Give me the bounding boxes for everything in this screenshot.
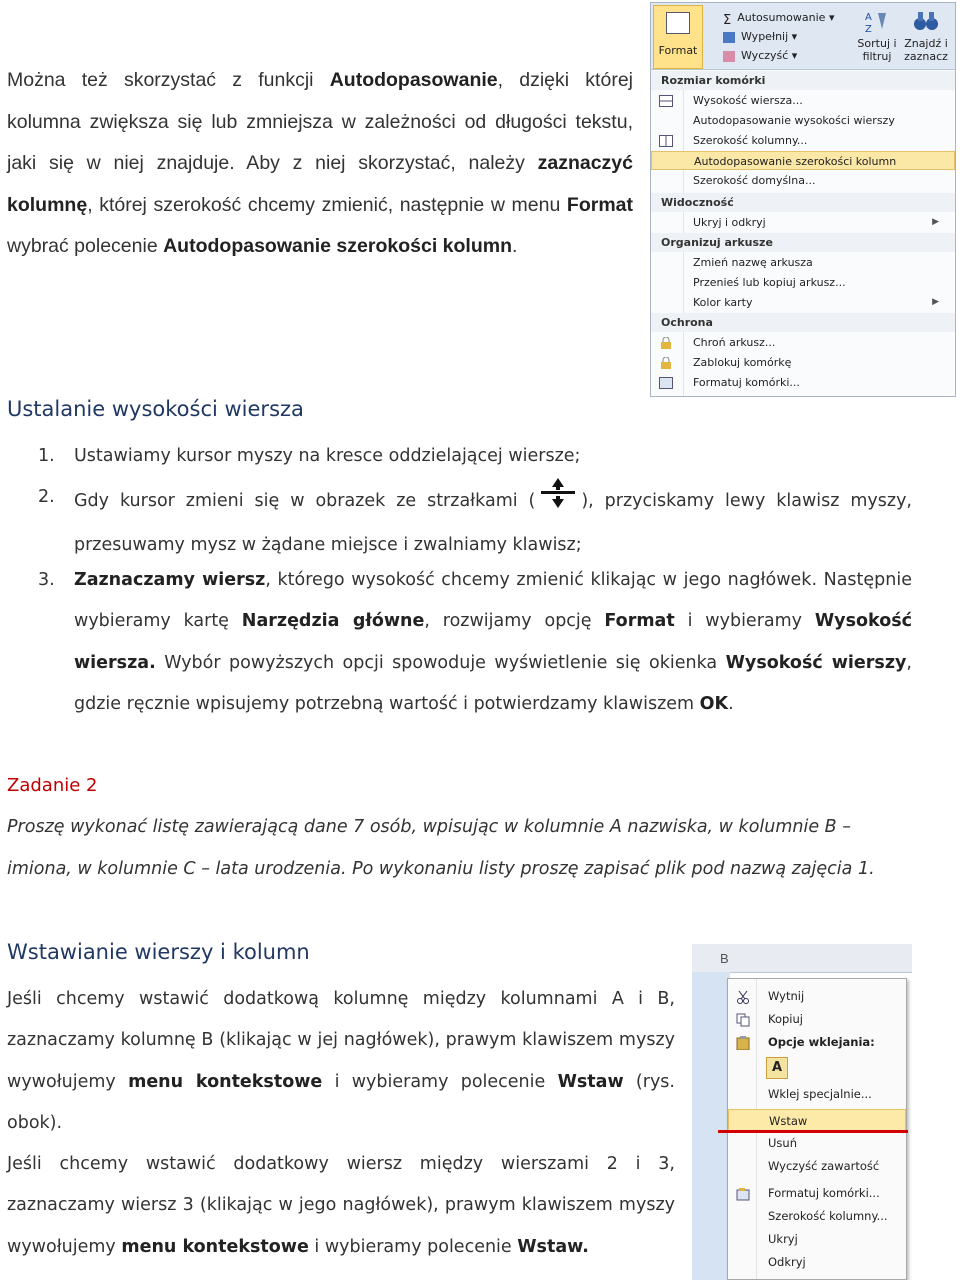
format-button-label: Format [658, 44, 698, 57]
sort-label: Sortuj i filtruj [857, 37, 897, 63]
paragraph-text: i wybieramy polecenie [322, 1071, 558, 1092]
menu-item-protect-sheet[interactable] [651, 333, 955, 352]
paragraph-text: i wybieramy polecenie [308, 1236, 518, 1257]
section-visibility: Widoczność [651, 193, 955, 212]
column-width-icon [659, 134, 673, 146]
intro-text: Można też skorzystać z funkcji [7, 69, 330, 91]
context-item-label: Wklej specjalnie... [768, 1087, 872, 1101]
menu-item-label: Chroń arkusz... [693, 336, 776, 349]
ribbon [651, 3, 955, 70]
context-item-label: Odkryj [768, 1255, 806, 1269]
intro-paragraph [7, 60, 633, 268]
list-text [74, 477, 912, 567]
list-item [38, 477, 912, 561]
menu-item-label: Autodopasowanie szerokości kolumn [694, 155, 897, 168]
bold-insert: Wstaw [557, 1071, 624, 1092]
intro-bold-select-column: zaznaczyć kolumnę [7, 152, 633, 216]
list-number: 3. [38, 570, 55, 590]
format-cells-icon [659, 376, 673, 388]
menu-item-label: Szerokość kolumny... [693, 134, 808, 147]
context-item-label: Wyczyść zawartość [768, 1159, 880, 1173]
menu-item-label: Zmień nazwę arkusza [693, 256, 813, 269]
menu-item-lock-cell[interactable] [651, 353, 955, 372]
list-item [38, 436, 912, 478]
context-item-label: Opcje wklejania: [768, 1035, 875, 1049]
context-item-paste-special[interactable] [728, 1083, 906, 1105]
menu-item-label: Ukryj i odkryj [693, 216, 766, 229]
list-text-part: Gdy kursor zmieni się w obrazek ze strzałkami ( [74, 491, 536, 512]
list-text [74, 560, 912, 725]
intro-bold-format: Format [566, 193, 633, 216]
intro-bold-autofit: Autodopasowanie [329, 69, 498, 91]
intro-text: wybrać polecenie [7, 235, 164, 257]
clear-label: Wyczyść [741, 49, 789, 62]
list-text-part: . [728, 693, 734, 714]
heading-insert: Wstawianie wierszy i kolumn [7, 940, 310, 964]
row-height-icon [659, 94, 673, 106]
column-header-b[interactable]: B [720, 951, 729, 966]
context-item-label: Kopiuj [768, 1012, 803, 1026]
list-text-part: Wybór powyższych opcji spowoduje wyświetlenie się okienka [155, 652, 726, 673]
paragraph-text: (rys. obok). [7, 1071, 675, 1133]
menu-item-label: Przenieś lub kopiuj arkusz... [693, 276, 846, 289]
context-item-paste-options [728, 1031, 906, 1053]
insert-paragraph-row [7, 1144, 675, 1268]
fill-label: Wypełnij [741, 30, 789, 43]
copy-icon [736, 1012, 750, 1026]
paste-text-icon[interactable]: A [766, 1057, 788, 1079]
clear-button[interactable]: Wyczyść ▾ [723, 49, 797, 62]
context-item-label: Formatuj komórki... [768, 1186, 880, 1200]
list-text-part: , którego wysokość chcemy zmienić klikając w jego nagłówek. Następnie wybieramy kartę [74, 570, 912, 632]
context-item-label: Wstaw [769, 1114, 808, 1128]
intro-text: , dzięki której kolumna zwiększa się lub zmniejsza w zależności od długości tekstu, jaki się w niej znajduje. Aby z niej skorzystać, należy [7, 69, 633, 174]
format-menu-screenshot [650, 2, 956, 397]
context-item-clear-contents[interactable] [728, 1155, 906, 1177]
menu-item-label: Szerokość domyślna... [693, 174, 816, 187]
context-item-label: Wytnij [768, 989, 805, 1003]
bold-context-menu: menu kontekstowe [121, 1236, 309, 1257]
context-item-unhide[interactable] [728, 1251, 906, 1273]
row-height-steps [38, 436, 912, 726]
column-header-bar [692, 944, 912, 973]
intro-text: . [512, 235, 518, 257]
paragraph-text: Jeśli chcemy wstawić dodatkową kolumnę między kolumnami A i B, zaznaczamy kolumnę B (klikając w jej nagłówek), prawym klawiszem myszy wywołujemy [7, 989, 675, 1092]
menu-item-rename-sheet[interactable] [651, 253, 955, 272]
sort-filter-button[interactable] [854, 9, 900, 63]
section-organize-sheets: Organizuj arkusze [651, 233, 955, 252]
list-text-part: , gdzie ręcznie wpisujemy potrzebną wartość i potwierdzamy klawiszem [74, 652, 912, 714]
list-item [38, 560, 912, 726]
context-item-label: Szerokość kolumny... [768, 1209, 888, 1223]
context-menu-screenshot [692, 944, 912, 1280]
menu-item-autofit-row-height[interactable] [651, 111, 955, 130]
bold-insert: Wstaw. [517, 1236, 589, 1257]
bold-row-height: Wysokość wiersza. [74, 611, 913, 673]
context-item-insert[interactable] [728, 1109, 906, 1131]
lock-icon [659, 336, 673, 348]
paragraph-text: Jeśli chcemy wstawić dodatkowy wiersz między wierszami 2 i 3, zaznaczamy wiersz 3 (klikając w jego nagłówek), prawym klawiszem myszy wywołujemy [7, 1154, 675, 1257]
context-item-label: Usuń [768, 1136, 797, 1150]
svg-text:Z: Z [865, 24, 872, 33]
sort-icon [864, 9, 890, 33]
context-item-copy[interactable] [728, 1008, 906, 1030]
menu-item-format-cells[interactable] [651, 373, 955, 392]
list-number: 1. [38, 446, 55, 466]
eraser-icon [723, 51, 735, 62]
list-text-part: ), przyciskamy lewy klawisz myszy, przesuwamy mysz w żądane miejsce i zwalniamy klawisz; [74, 491, 912, 556]
submenu-arrow-icon: ▶ [932, 297, 939, 307]
scissors-icon [736, 989, 750, 1003]
list-text: Ustawiamy kursor myszy na kresce oddzielającej wiersze; [74, 446, 581, 466]
context-item-label: Ukryj [768, 1232, 798, 1246]
format-cells-icon [736, 1186, 750, 1200]
context-item-hide[interactable] [728, 1228, 906, 1250]
bold-format: Format [604, 611, 675, 632]
context-item-format-cells[interactable] [728, 1182, 906, 1204]
binoculars-icon [913, 9, 939, 33]
menu-item-default-width[interactable] [651, 171, 955, 190]
menu-item-label: Kolor karty [693, 296, 753, 309]
context-item-cut[interactable] [728, 985, 906, 1007]
intro-text: , której szerokość chcemy zmienić, następnie w menu [87, 193, 567, 216]
menu-item-label: Wysokość wiersza... [693, 94, 803, 107]
insert-paragraphs [7, 979, 675, 1268]
list-text-part: , rozwijamy opcję [424, 611, 605, 632]
selected-column[interactable] [692, 972, 730, 1280]
clipboard-icon [736, 1035, 750, 1049]
menu-item-tab-color[interactable] [651, 293, 955, 312]
bold-row-height-dialog: Wysokość wierszy [725, 652, 907, 673]
find-select-button[interactable] [903, 9, 949, 63]
insert-underline-marker [718, 1130, 908, 1133]
svg-text:A: A [865, 12, 872, 23]
menu-item-hide-unhide[interactable] [651, 213, 955, 232]
heading-row-height: Ustalanie wysokości wiersza [7, 397, 304, 421]
menu-item-label: Formatuj komórki... [693, 376, 800, 389]
submenu-arrow-icon: ▶ [932, 217, 939, 227]
bold-ok: OK [699, 693, 729, 714]
context-menu [727, 978, 907, 1280]
list-number: 2. [38, 487, 55, 507]
menu-item-move-copy-sheet[interactable] [651, 273, 955, 292]
autosum-label: Autosumowanie [737, 11, 826, 24]
task-title: Zadanie 2 [7, 775, 98, 796]
autosum-button[interactable]: Σ Autosumowanie ▾ [723, 11, 835, 28]
list-text-part: i wybieramy [674, 611, 815, 632]
task-body: Proszę wykonać listę zawierającą dane 7 osób, wpisując w kolumnie A nazwiska, w kolumnie B – imiona, w kolumnie C – lata urodzenia. Po wykonaniu listy proszę zapisać plik pod nazwą zajęcia 1. [7, 817, 875, 879]
row-resize-cursor-icon [541, 477, 575, 525]
format-icon [666, 12, 690, 34]
intro-bold-autofit-width: Autodopasowanie szerokości kolumn [163, 235, 512, 257]
insert-paragraph-column [7, 979, 675, 1144]
format-button[interactable] [653, 5, 703, 69]
section-cell-size: Rozmiar komórki [651, 71, 955, 90]
padlock-icon [659, 356, 673, 368]
menu-item-column-width[interactable] [651, 131, 955, 150]
sigma-icon: Σ [723, 12, 732, 28]
find-label: Znajdź i zaznacz [904, 37, 948, 63]
menu-item-label: Zablokuj komórkę [693, 356, 792, 369]
context-item-delete[interactable] [728, 1132, 906, 1154]
bold-select-row: Zaznaczamy wiersz [74, 570, 266, 590]
context-item-column-width[interactable] [728, 1205, 906, 1227]
section-protection: Ochrona [651, 313, 955, 332]
fill-icon [723, 32, 735, 43]
menu-item-row-height[interactable] [651, 91, 955, 110]
bold-home-tab: Narzędzia główne [241, 611, 425, 632]
bold-context-menu: menu kontekstowe [128, 1071, 323, 1092]
fill-button[interactable]: Wypełnij ▾ [723, 30, 797, 43]
menu-item-label: Autodopasowanie wysokości wierszy [693, 114, 895, 127]
menu-item-autofit-column-width[interactable] [651, 151, 955, 170]
